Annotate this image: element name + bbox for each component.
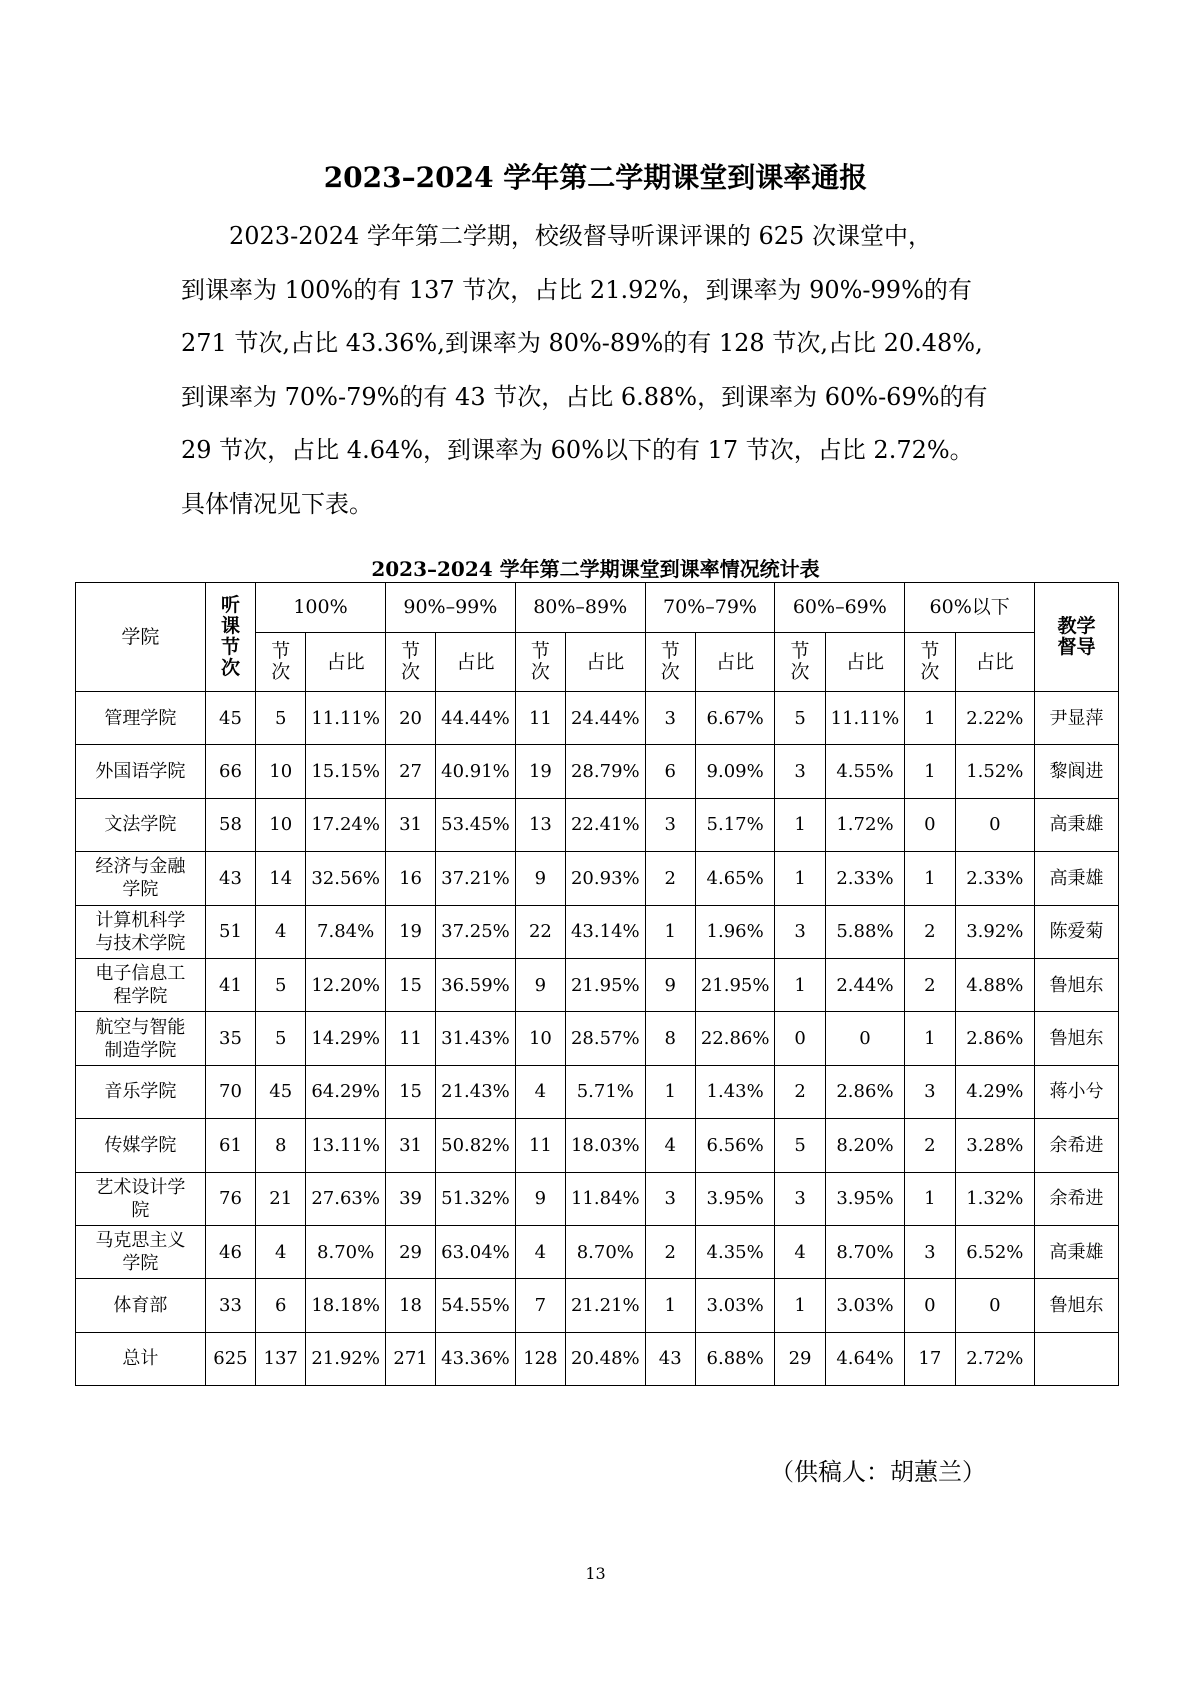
subheader-count-label: 节次: [790, 639, 810, 683]
count-cell: 1: [775, 958, 825, 1011]
ratio-cell: 24.44%: [566, 692, 646, 745]
supervisor-name: 陈爱菊: [1035, 905, 1119, 958]
college-name: 航空与智能制造学院: [76, 1012, 206, 1065]
count-cell: 2: [905, 905, 955, 958]
ratio-cell: 0: [825, 1012, 905, 1065]
ratio-cell: 14.29%: [306, 1012, 386, 1065]
supervisor-name: 尹显萍: [1035, 692, 1119, 745]
count-cell: 4: [256, 905, 306, 958]
ratio-cell: 8.70%: [566, 1225, 646, 1278]
subheader-count: [385, 633, 435, 692]
count-cell: 1: [645, 905, 695, 958]
ratio-cell: 2.72%: [955, 1332, 1035, 1385]
count-cell: 45: [256, 1065, 306, 1118]
subheader-count: [645, 633, 695, 692]
sessions-total: 61: [205, 1119, 255, 1172]
count-cell: 43: [645, 1332, 695, 1385]
count-cell: 3: [905, 1225, 955, 1278]
ratio-cell: 5.17%: [695, 798, 775, 851]
count-cell: 4: [515, 1065, 565, 1118]
college-name: 外国语学院: [76, 745, 206, 798]
count-cell: 29: [385, 1225, 435, 1278]
count-cell: 5: [256, 958, 306, 1011]
ratio-cell: 50.82%: [436, 1119, 516, 1172]
header-range-70-79: 70%–79%: [645, 583, 775, 633]
count-cell: 0: [905, 798, 955, 851]
count-cell: 20: [385, 692, 435, 745]
count-cell: 21: [256, 1172, 306, 1225]
ratio-cell: 1.32%: [955, 1172, 1035, 1225]
sessions-total: 58: [205, 798, 255, 851]
ratio-cell: 6.67%: [695, 692, 775, 745]
count-cell: 4: [775, 1225, 825, 1278]
ratio-cell: 6.56%: [695, 1119, 775, 1172]
count-cell: 15: [385, 958, 435, 1011]
ratio-cell: 1.52%: [955, 745, 1035, 798]
supervisor-name: 余希进: [1035, 1172, 1119, 1225]
table-row: [76, 798, 1119, 851]
table-row: [76, 1279, 1119, 1332]
ratio-cell: 9.09%: [695, 745, 775, 798]
ratio-cell: 4.29%: [955, 1065, 1035, 1118]
count-cell: 31: [385, 798, 435, 851]
count-cell: 9: [645, 958, 695, 1011]
ratio-cell: 3.95%: [825, 1172, 905, 1225]
table-title: 2023–2024 学年第二学期课堂到课率情况统计表: [371, 557, 820, 581]
count-cell: 271: [385, 1332, 435, 1385]
ratio-cell: 22.86%: [695, 1012, 775, 1065]
ratio-cell: 21.95%: [695, 958, 775, 1011]
college-name: 电子信息工程学院: [76, 958, 206, 1011]
supervisor-name: 蒋小兮: [1035, 1065, 1119, 1118]
ratio-cell: 37.25%: [436, 905, 516, 958]
count-cell: 1: [775, 852, 825, 905]
count-cell: 0: [905, 1279, 955, 1332]
supervisor-name: 鲁旭东: [1035, 1012, 1119, 1065]
count-cell: 2: [775, 1065, 825, 1118]
ratio-cell: 21.21%: [566, 1279, 646, 1332]
college-name: 传媒学院: [76, 1119, 206, 1172]
header-range-90-99: 90%–99%: [385, 583, 515, 633]
supervisor-name: 高秉雄: [1035, 798, 1119, 851]
count-cell: 3: [905, 1065, 955, 1118]
supervisor-name: 鲁旭东: [1035, 958, 1119, 1011]
count-cell: 29: [775, 1332, 825, 1385]
ratio-cell: 21.92%: [306, 1332, 386, 1385]
count-cell: 11: [385, 1012, 435, 1065]
subheader-count: [256, 633, 306, 692]
header-range-100: 100%: [256, 583, 386, 633]
college-name: 艺术设计学院: [76, 1172, 206, 1225]
sessions-total: 51: [205, 905, 255, 958]
ratio-cell: 3.28%: [955, 1119, 1035, 1172]
paragraph-line: 到课率为 100%的有 137 节次，占比 21.92%，到课率为 90%-99%的有: [181, 275, 972, 304]
subheader-ratio: 占比: [695, 633, 775, 692]
ratio-cell: 5.71%: [566, 1065, 646, 1118]
count-cell: 9: [515, 958, 565, 1011]
college-name: 马克思主义学院: [76, 1225, 206, 1278]
ratio-cell: 0: [955, 798, 1035, 851]
ratio-cell: 6.88%: [695, 1332, 775, 1385]
ratio-cell: 37.21%: [436, 852, 516, 905]
ratio-cell: 2.44%: [825, 958, 905, 1011]
subheader-count: [515, 633, 565, 692]
ratio-cell: 2.86%: [825, 1065, 905, 1118]
ratio-cell: 36.59%: [436, 958, 516, 1011]
sessions-total: 76: [205, 1172, 255, 1225]
count-cell: 13: [515, 798, 565, 851]
count-cell: 19: [515, 745, 565, 798]
ratio-cell: 4.65%: [695, 852, 775, 905]
count-cell: 6: [645, 745, 695, 798]
ratio-cell: 20.93%: [566, 852, 646, 905]
table-row: [76, 1225, 1119, 1278]
count-cell: 1: [905, 745, 955, 798]
count-cell: 5: [256, 1012, 306, 1065]
subheader-ratio: 占比: [436, 633, 516, 692]
count-cell: 6: [256, 1279, 306, 1332]
header-supervisor: [1035, 583, 1119, 692]
college-name: 经济与金融学院: [76, 852, 206, 905]
ratio-cell: 2.33%: [955, 852, 1035, 905]
subheader-count: [775, 633, 825, 692]
count-cell: 128: [515, 1332, 565, 1385]
table-row: [76, 1172, 1119, 1225]
subheader-count-label: 节次: [401, 639, 421, 683]
count-cell: 4: [645, 1119, 695, 1172]
count-cell: 1: [775, 1279, 825, 1332]
ratio-cell: 8.70%: [825, 1225, 905, 1278]
ratio-cell: 40.91%: [436, 745, 516, 798]
sessions-total: 46: [205, 1225, 255, 1278]
count-cell: 39: [385, 1172, 435, 1225]
ratio-cell: 21.43%: [436, 1065, 516, 1118]
count-cell: 2: [645, 1225, 695, 1278]
ratio-cell: 4.88%: [955, 958, 1035, 1011]
ratio-cell: 1.96%: [695, 905, 775, 958]
ratio-cell: 21.95%: [566, 958, 646, 1011]
ratio-cell: 18.03%: [566, 1119, 646, 1172]
count-cell: 2: [645, 852, 695, 905]
ratio-cell: 2.86%: [955, 1012, 1035, 1065]
count-cell: 5: [775, 692, 825, 745]
ratio-cell: 27.63%: [306, 1172, 386, 1225]
ratio-cell: 53.45%: [436, 798, 516, 851]
sessions-total: 41: [205, 958, 255, 1011]
count-cell: 11: [515, 692, 565, 745]
sessions-total: 45: [205, 692, 255, 745]
count-cell: 14: [256, 852, 306, 905]
supervisor-name: 黎阆进: [1035, 745, 1119, 798]
count-cell: 3: [645, 1172, 695, 1225]
ratio-cell: 4.35%: [695, 1225, 775, 1278]
count-cell: 3: [775, 745, 825, 798]
ratio-cell: 32.56%: [306, 852, 386, 905]
count-cell: 9: [515, 1172, 565, 1225]
college-name: 管理学院: [76, 692, 206, 745]
ratio-cell: 4.55%: [825, 745, 905, 798]
ratio-cell: 1.43%: [695, 1065, 775, 1118]
count-cell: 2: [905, 1119, 955, 1172]
supervisor-name: 高秉雄: [1035, 1225, 1119, 1278]
ratio-cell: 22.41%: [566, 798, 646, 851]
count-cell: 4: [515, 1225, 565, 1278]
count-cell: 8: [645, 1012, 695, 1065]
total-row: [76, 1332, 1119, 1385]
count-cell: 19: [385, 905, 435, 958]
table-row: [76, 905, 1119, 958]
header-supervisor-label: 教学督导: [1057, 614, 1096, 658]
count-cell: 15: [385, 1065, 435, 1118]
header-range-60-69: 60%–69%: [775, 583, 905, 633]
count-cell: 1: [645, 1279, 695, 1332]
table-row: [76, 692, 1119, 745]
subheader-ratio: 占比: [955, 633, 1035, 692]
count-cell: 2: [905, 958, 955, 1011]
sessions-total: 43: [205, 852, 255, 905]
subheader-count-label: 节次: [271, 639, 291, 683]
ratio-cell: 28.79%: [566, 745, 646, 798]
count-cell: 16: [385, 852, 435, 905]
count-cell: 1: [775, 798, 825, 851]
sessions-total: 66: [205, 745, 255, 798]
subheader-ratio: 占比: [306, 633, 386, 692]
sessions-total: 625: [205, 1332, 255, 1385]
ratio-cell: 17.24%: [306, 798, 386, 851]
count-cell: 7: [515, 1279, 565, 1332]
ratio-cell: 3.03%: [695, 1279, 775, 1332]
header-college: 学院: [76, 583, 206, 692]
ratio-cell: 7.84%: [306, 905, 386, 958]
count-cell: 10: [515, 1012, 565, 1065]
subheader-count-label: 节次: [920, 639, 940, 683]
college-name: 文法学院: [76, 798, 206, 851]
paragraph-line: 271 节次,占比 43.36%,到课率为 80%-89%的有 128 节次,占比 20.48%,: [181, 329, 983, 357]
table-row: [76, 958, 1119, 1011]
ratio-cell: 64.29%: [306, 1065, 386, 1118]
table-row: [76, 1065, 1119, 1118]
header-sessions: [205, 583, 255, 692]
attendance-table: [75, 582, 1119, 1386]
paragraph-line: 29 节次，占比 4.64%，到课率为 60%以下的有 17 节次，占比 2.72%。: [181, 436, 974, 464]
count-cell: 1: [905, 1012, 955, 1065]
table-row: [76, 852, 1119, 905]
count-cell: 1: [905, 1172, 955, 1225]
subheader-count-label: 节次: [530, 639, 550, 683]
paragraph-line: 2023-2024 学年第二学期，校级督导听课评课的 625 次课堂中，: [229, 222, 932, 250]
summary-paragraph: [181, 210, 1011, 531]
ratio-cell: 15.15%: [306, 745, 386, 798]
count-cell: 4: [256, 1225, 306, 1278]
count-cell: 8: [256, 1119, 306, 1172]
count-cell: 9: [515, 852, 565, 905]
count-cell: 3: [645, 692, 695, 745]
ratio-cell: 0: [955, 1279, 1035, 1332]
ratio-cell: 3.95%: [695, 1172, 775, 1225]
college-name: 总计: [76, 1332, 206, 1385]
table-row: [76, 1119, 1119, 1172]
subheader-ratio: 占比: [825, 633, 905, 692]
count-cell: 0: [775, 1012, 825, 1065]
ratio-cell: 11.11%: [306, 692, 386, 745]
ratio-cell: 8.20%: [825, 1119, 905, 1172]
table-row: [76, 745, 1119, 798]
ratio-cell: 5.88%: [825, 905, 905, 958]
ratio-cell: 2.33%: [825, 852, 905, 905]
subheader-count: [905, 633, 955, 692]
ratio-cell: 43.14%: [566, 905, 646, 958]
ratio-cell: 13.11%: [306, 1119, 386, 1172]
supervisor-name: [1035, 1332, 1119, 1385]
ratio-cell: 2.22%: [955, 692, 1035, 745]
count-cell: 5: [256, 692, 306, 745]
sessions-total: 70: [205, 1065, 255, 1118]
ratio-cell: 31.43%: [436, 1012, 516, 1065]
count-cell: 1: [905, 852, 955, 905]
ratio-cell: 43.36%: [436, 1332, 516, 1385]
page-number: 13: [585, 1564, 606, 1583]
ratio-cell: 1.72%: [825, 798, 905, 851]
ratio-cell: 3.92%: [955, 905, 1035, 958]
count-cell: 31: [385, 1119, 435, 1172]
count-cell: 5: [775, 1119, 825, 1172]
count-cell: 27: [385, 745, 435, 798]
subheader-count-label: 节次: [660, 639, 680, 683]
count-cell: 3: [775, 1172, 825, 1225]
supervisor-name: 高秉雄: [1035, 852, 1119, 905]
supervisor-name: 余希进: [1035, 1119, 1119, 1172]
paragraph-line: 到课率为 70%-79%的有 43 节次，占比 6.88%，到课率为 60%-69%的有: [181, 382, 988, 411]
ratio-cell: 44.44%: [436, 692, 516, 745]
count-cell: 1: [905, 692, 955, 745]
paragraph-line: 具体情况见下表。: [181, 489, 373, 518]
ratio-cell: 8.70%: [306, 1225, 386, 1278]
sessions-total: 35: [205, 1012, 255, 1065]
ratio-cell: 12.20%: [306, 958, 386, 1011]
college-name: 计算机科学与技术学院: [76, 905, 206, 958]
ratio-cell: 11.11%: [825, 692, 905, 745]
count-cell: 3: [645, 798, 695, 851]
header-sessions-label: 听课节次: [220, 593, 240, 679]
header-range-below-60: 60%以下: [905, 583, 1035, 633]
count-cell: 22: [515, 905, 565, 958]
table-row: [76, 1012, 1119, 1065]
ratio-cell: 51.32%: [436, 1172, 516, 1225]
count-cell: 3: [775, 905, 825, 958]
college-name: 音乐学院: [76, 1065, 206, 1118]
ratio-cell: 28.57%: [566, 1012, 646, 1065]
college-name: 体育部: [76, 1279, 206, 1332]
count-cell: 10: [256, 745, 306, 798]
ratio-cell: 54.55%: [436, 1279, 516, 1332]
page-title: 2023–2024 学年第二学期课堂到课率通报: [323, 161, 868, 194]
ratio-cell: 4.64%: [825, 1332, 905, 1385]
count-cell: 18: [385, 1279, 435, 1332]
ratio-cell: 11.84%: [566, 1172, 646, 1225]
count-cell: 1: [645, 1065, 695, 1118]
ratio-cell: 63.04%: [436, 1225, 516, 1278]
count-cell: 10: [256, 798, 306, 851]
ratio-cell: 18.18%: [306, 1279, 386, 1332]
sessions-total: 33: [205, 1279, 255, 1332]
count-cell: 17: [905, 1332, 955, 1385]
count-cell: 137: [256, 1332, 306, 1385]
credit-line: （供稿人：胡蕙兰）: [770, 1458, 986, 1486]
ratio-cell: 3.03%: [825, 1279, 905, 1332]
supervisor-name: 鲁旭东: [1035, 1279, 1119, 1332]
subheader-ratio: 占比: [566, 633, 646, 692]
count-cell: 11: [515, 1119, 565, 1172]
ratio-cell: 6.52%: [955, 1225, 1035, 1278]
header-range-80-89: 80%–89%: [515, 583, 645, 633]
ratio-cell: 20.48%: [566, 1332, 646, 1385]
